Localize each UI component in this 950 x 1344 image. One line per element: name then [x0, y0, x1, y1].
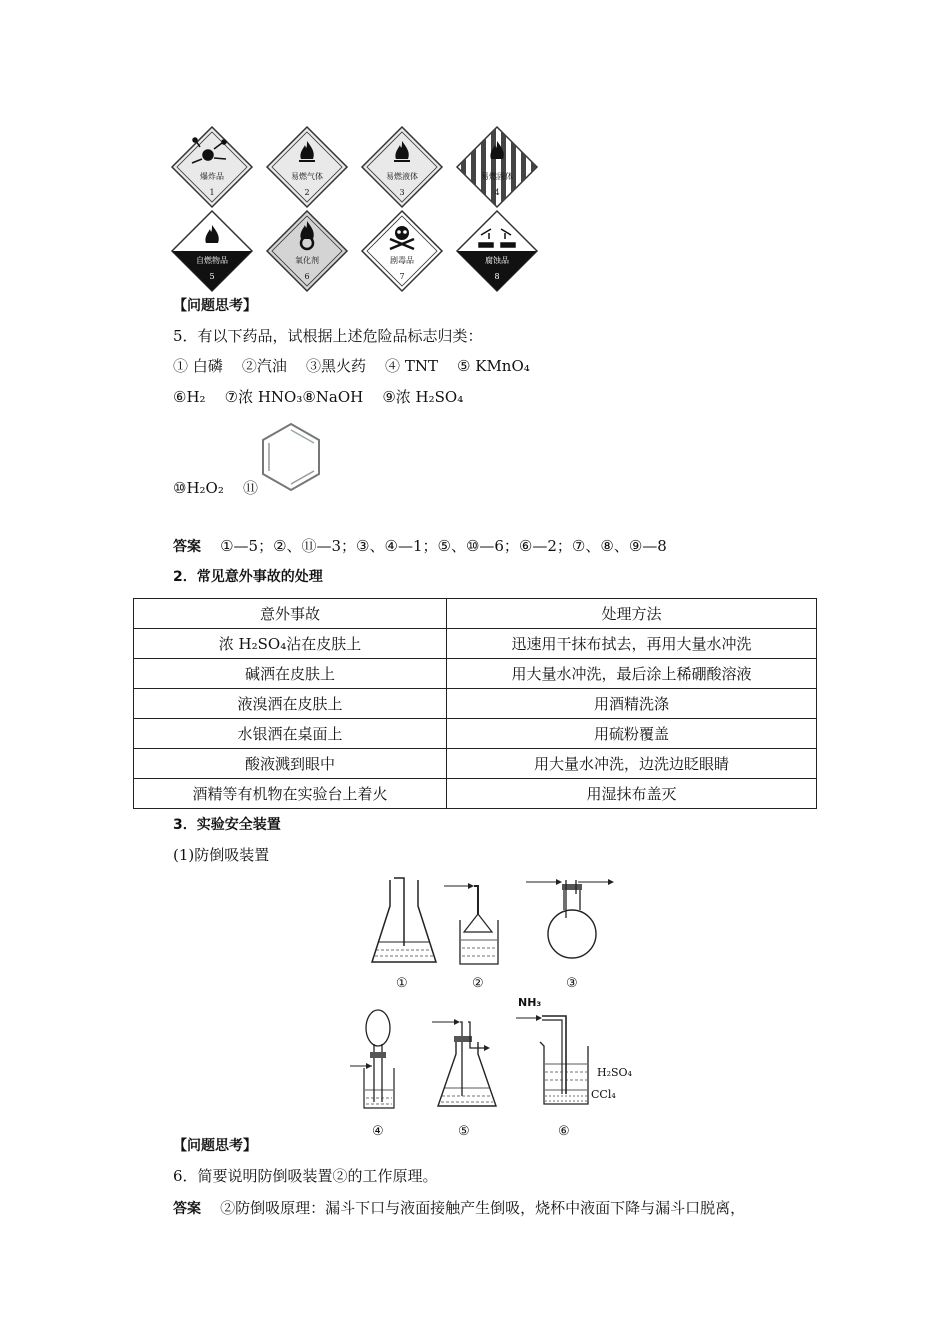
- sign-label: 易燃固体: [481, 172, 513, 181]
- answer-5: [173, 536, 667, 557]
- reagent-item: ⑩H₂O₂: [173, 479, 224, 497]
- hazard-sign-oxidizer: [265, 209, 349, 293]
- sign-number: 1: [209, 188, 215, 197]
- apparatus-label: ④: [372, 1124, 384, 1139]
- table-header: 意外事故: [134, 599, 447, 629]
- apparatus-label: ②: [472, 976, 484, 991]
- sign-label: 剧毒品: [390, 256, 414, 265]
- apparatus-label: ①: [396, 976, 408, 991]
- sign-number: 6: [304, 272, 310, 281]
- answer-text: ②防倒吸原理：漏斗下口与液面接触产生倒吸，烧杯中液面下降与漏斗口脱离，: [220, 1199, 746, 1217]
- nh3-label: NH₃: [518, 996, 542, 1009]
- table-row: [134, 659, 817, 689]
- table-row: [134, 689, 817, 719]
- table-cell: 用酒精洗涤: [447, 689, 817, 719]
- sign-label: 易燃液体: [386, 172, 418, 181]
- table-cell: 用湿抹布盖灭: [447, 779, 817, 809]
- sign-number: 5: [209, 272, 215, 281]
- sign-label: 氧化剂: [295, 256, 319, 265]
- question-6-text: 6．简要说明防倒吸装置②的工作原理。: [173, 1167, 438, 1185]
- reagent-item: ②汽油: [241, 357, 287, 375]
- section-3-title: 3．实验安全装置: [173, 817, 281, 833]
- apparatus-6-beaker-layers: [516, 1012, 596, 1112]
- answer-6: [173, 1198, 745, 1219]
- table-row: [134, 629, 817, 659]
- apparatus-1-conical-flask: [368, 876, 440, 968]
- table-cell: 用大量水冲洗，最后涂上稀硼酸溶液: [447, 659, 817, 689]
- table-header: 处理方法: [447, 599, 817, 629]
- table-cell: 用大量水冲洗，边洗边眨眼睛: [447, 749, 817, 779]
- hazard-sign-spontaneous-combustion: [170, 209, 254, 293]
- section-2-title: 2．常见意外事故的处理: [173, 569, 323, 585]
- reagent-item: ① 白磷: [173, 357, 223, 375]
- hazard-sign-corrosive: [455, 209, 539, 293]
- table-cell: 酸液溅到眼中: [134, 749, 447, 779]
- apparatus-4-bulb-tube: [350, 1004, 402, 1120]
- table-cell: 液溴洒在皮肤上: [134, 689, 447, 719]
- benzene-ring-icon: [258, 420, 324, 496]
- table-cell: 迅速用干抹布拭去，再用大量水冲洗: [447, 629, 817, 659]
- table-cell: 酒精等有机物在实验台上着火: [134, 779, 447, 809]
- reagent-item: ④ TNT: [385, 357, 438, 375]
- apparatus-label: ⑤: [458, 1124, 470, 1139]
- sign-number: 7: [399, 272, 405, 281]
- question-heading: 【问题思考】: [173, 298, 257, 314]
- reagent-item: ③黑火药: [305, 357, 366, 375]
- table-cell: 浓 H₂SO₄沾在皮肤上: [134, 629, 447, 659]
- table-header-row: [134, 599, 817, 629]
- answer-text: ①—5；②、⑪—3；③、④—1；⑤、⑩—6；⑥—2；⑦、⑧、⑨—8: [220, 537, 667, 555]
- sign-label: 爆炸品: [200, 172, 224, 181]
- table-row: [134, 749, 817, 779]
- table-cell: 用硫粉覆盖: [447, 719, 817, 749]
- reagent-item: ⑤ KMnO₄: [457, 357, 530, 375]
- question-heading: 【问题思考】: [173, 1138, 257, 1154]
- apparatus-2-beaker-funnel: [444, 880, 504, 968]
- sign-number: 8: [494, 272, 500, 281]
- apparatus-label: ③: [566, 976, 578, 991]
- hazard-sign-flammable-liquid: [360, 125, 444, 209]
- apparatus-5-flask-tubes: [430, 1014, 506, 1110]
- reagent-list-row-2: [173, 387, 463, 407]
- sign-number: 2: [304, 188, 310, 197]
- apparatus-3-round-flask: [526, 874, 616, 968]
- accident-handling-table: [133, 598, 817, 809]
- reagent-list-row-1: [173, 356, 530, 376]
- reagent-item: ⑥H₂: [173, 388, 206, 406]
- table-cell: 碱洒在皮肤上: [134, 659, 447, 689]
- reagent-item: ⑨浓 H₂SO₄: [382, 388, 464, 406]
- sign-number: 3: [399, 188, 405, 197]
- table-row: [134, 719, 817, 749]
- table-row: [134, 779, 817, 809]
- hazard-sign-flammable-gas: [265, 125, 349, 209]
- apparatus-label: ⑥: [558, 1124, 570, 1139]
- answer-label: 答案: [173, 1201, 201, 1217]
- reagent-item: ⑪: [242, 479, 258, 497]
- sign-label: 易燃气体: [291, 172, 323, 181]
- hazard-sign-flammable-solid: [455, 125, 539, 209]
- ccl4-label: CCl₄: [591, 1088, 616, 1101]
- hazard-sign-toxic: [360, 209, 444, 293]
- hazard-signs-grid: [170, 125, 540, 290]
- section-3-subtitle: (1)防倒吸装置: [173, 846, 270, 864]
- sign-label: 自燃物品: [196, 256, 228, 265]
- sign-label: 腐蚀品: [485, 256, 509, 265]
- h2so4-label: H₂SO₄: [597, 1066, 632, 1079]
- table-cell: 水银洒在桌面上: [134, 719, 447, 749]
- reagent-list-row-3: [173, 478, 258, 498]
- answer-label: 答案: [173, 539, 201, 555]
- hazard-sign-explosive: [170, 125, 254, 209]
- question-5-text: 5．有以下药品，试根据上述危险品标志归类：: [173, 327, 483, 345]
- reagent-item: ⑦浓 HNO₃⑧NaOH: [224, 388, 364, 406]
- sign-number: 4: [494, 188, 500, 197]
